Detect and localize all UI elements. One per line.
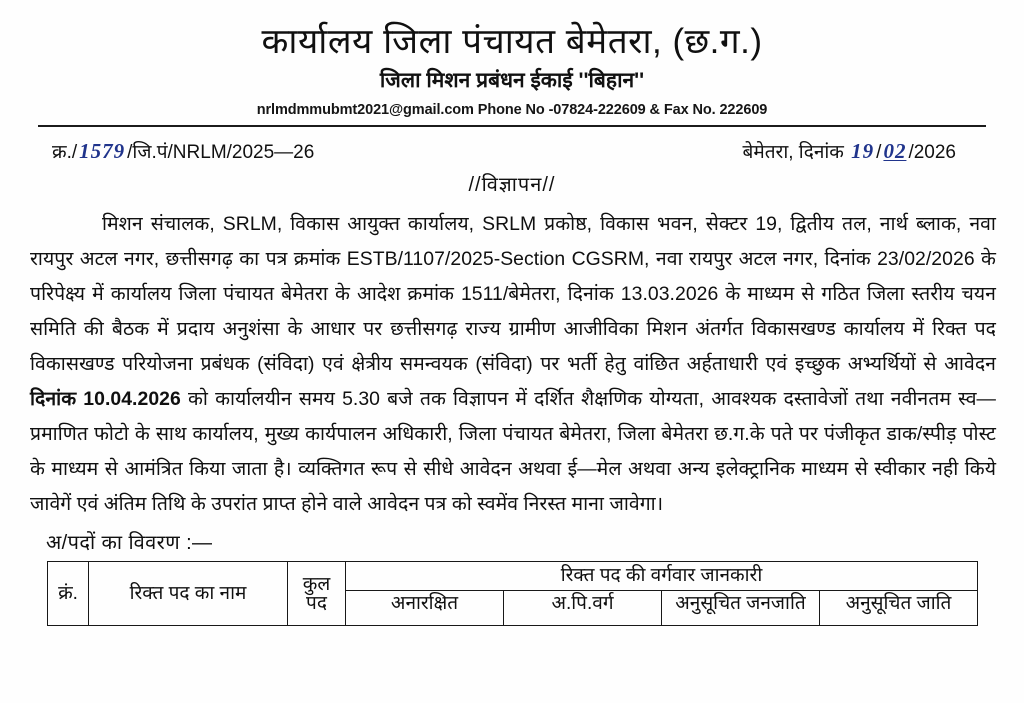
vacancy-table [47, 561, 978, 626]
notice-title: //विज्ञापन// [468, 174, 556, 197]
contact-line: nrlmdmmubmt2021@gmail.com Phone No -07824-222609 & Fax No. 222609 [256, 102, 768, 119]
header-post-name: रिक्त पद का नाम [89, 562, 288, 626]
date-month-handwritten: 02 [883, 139, 907, 164]
reference-line [52, 138, 972, 168]
advertisement-body [30, 207, 996, 522]
body-paragraph-part-1: मिशन संचालक, SRLM, विकास आयुक्त कार्यालय, SRLM प्रकोष्ठ, विकास भवन, सेक्टर 19, द्वितीय तल, नार्थ ब्लाक, नवा रायपुर अटल नगर, छत्तीसगढ़ का पत्र क्रमांक ESTB/1107/2025-Section CGSRM, नवा रायपुर अटल नगर, दिनांक 23/02/2026 के परिपेक्ष्य में कार्यालय जिला पंचायत बेमेतरा के आदेश क्रमांक 1511/बेमेतरा, दिनांक 13.03.2026 के माध्यम से गठित जिला स्तरीय चयन समिति की बैठक में प्रदाय अनुशंसा के आधार पर छत्तीसगढ़ राज्य ग्रामीण आजीविका मिशन अंतर्गत विकासखण्ड कार्यालय में रिक्त पद विकासखण्ड परियोजना प्रबंधक (संविदा) एवं क्षेत्रीय समन्वयक (संविदा) पर भर्ती हेतु वांछित अर्हताधारी एवं इच्छुक अभ्यर्थियों से आवेदन [30, 213, 996, 376]
header-divider [38, 125, 986, 127]
header-category-obc: अ.पि.वर्ग [504, 591, 662, 626]
reference-number-handwritten: 1579 [79, 139, 126, 164]
date-slash-2: / [908, 142, 914, 164]
body-paragraph-part-2: को कार्यालयीन समय 5.30 बजे तक विज्ञापन में दर्शित शैक्षणिक योग्यता, आवश्यक दस्तावेजों तथा नवीनतम स्व—प्रमाणित फोटो के साथ कार्यालय, मुख्य कार्यपालन अधिकारी, जिला पंचायत बेमेतरा, जिला बेमेतरा छ.ग.के पते पर पंजीकृत डाक/स्पीड़ पोस्ट के माध्यम से आमंत्रित किया जाता है। व्यक्तिगत रूप से सीधे आवेदन अथवा ई—मेल अथवा अन्य इलेक्ट्रानिक माध्यम से स्वीकार नही किये जावेगें एवं अंतिम तिथि के उपरांत प्राप्त होने वाले आवेदन पत्र को स्वमेंव निरस्त माना जावेगा। [30, 388, 996, 516]
office-title: कार्यालय जिला पंचायत बेमेतरा, (छ.ग.) [261, 22, 763, 61]
reference-number-block [52, 138, 314, 164]
header-category-sc: अनुसूचित जाति [820, 591, 978, 626]
header-total-posts-line2: पद [306, 592, 327, 614]
letterhead [0, 0, 1024, 118]
header-category-st: अनुसूचित जनजाति [662, 591, 820, 626]
date-label: बेमेतरा, दिनांक [742, 142, 844, 164]
header-total-posts [288, 562, 346, 626]
application-deadline-date: दिनांक 10.04.2026 [30, 388, 181, 411]
section-heading-post-details: अ/पदों का विवरण :— [46, 532, 213, 555]
header-category-group: रिक्त पद की वर्गवार जानकारी [346, 562, 978, 591]
date-day-handwritten: 19 [851, 139, 875, 164]
reference-suffix: /जि.पं/NRLM/2025—26 [127, 142, 315, 164]
vacancy-table-wrapper [47, 561, 978, 626]
date-block [743, 138, 956, 164]
table-header-row-group [48, 562, 978, 591]
header-category-unreserved: अनारक्षित [346, 591, 504, 626]
header-total-posts-line1: कुल [302, 573, 331, 595]
date-slash-1: / [876, 142, 882, 164]
office-subtitle: जिला मिशन प्रबंधन ईकाई ''बिहान'' [379, 69, 645, 93]
header-serial-number: क्रं. [48, 562, 89, 626]
reference-prefix: क्र./ [52, 142, 78, 164]
date-year: 2026 [913, 142, 956, 164]
